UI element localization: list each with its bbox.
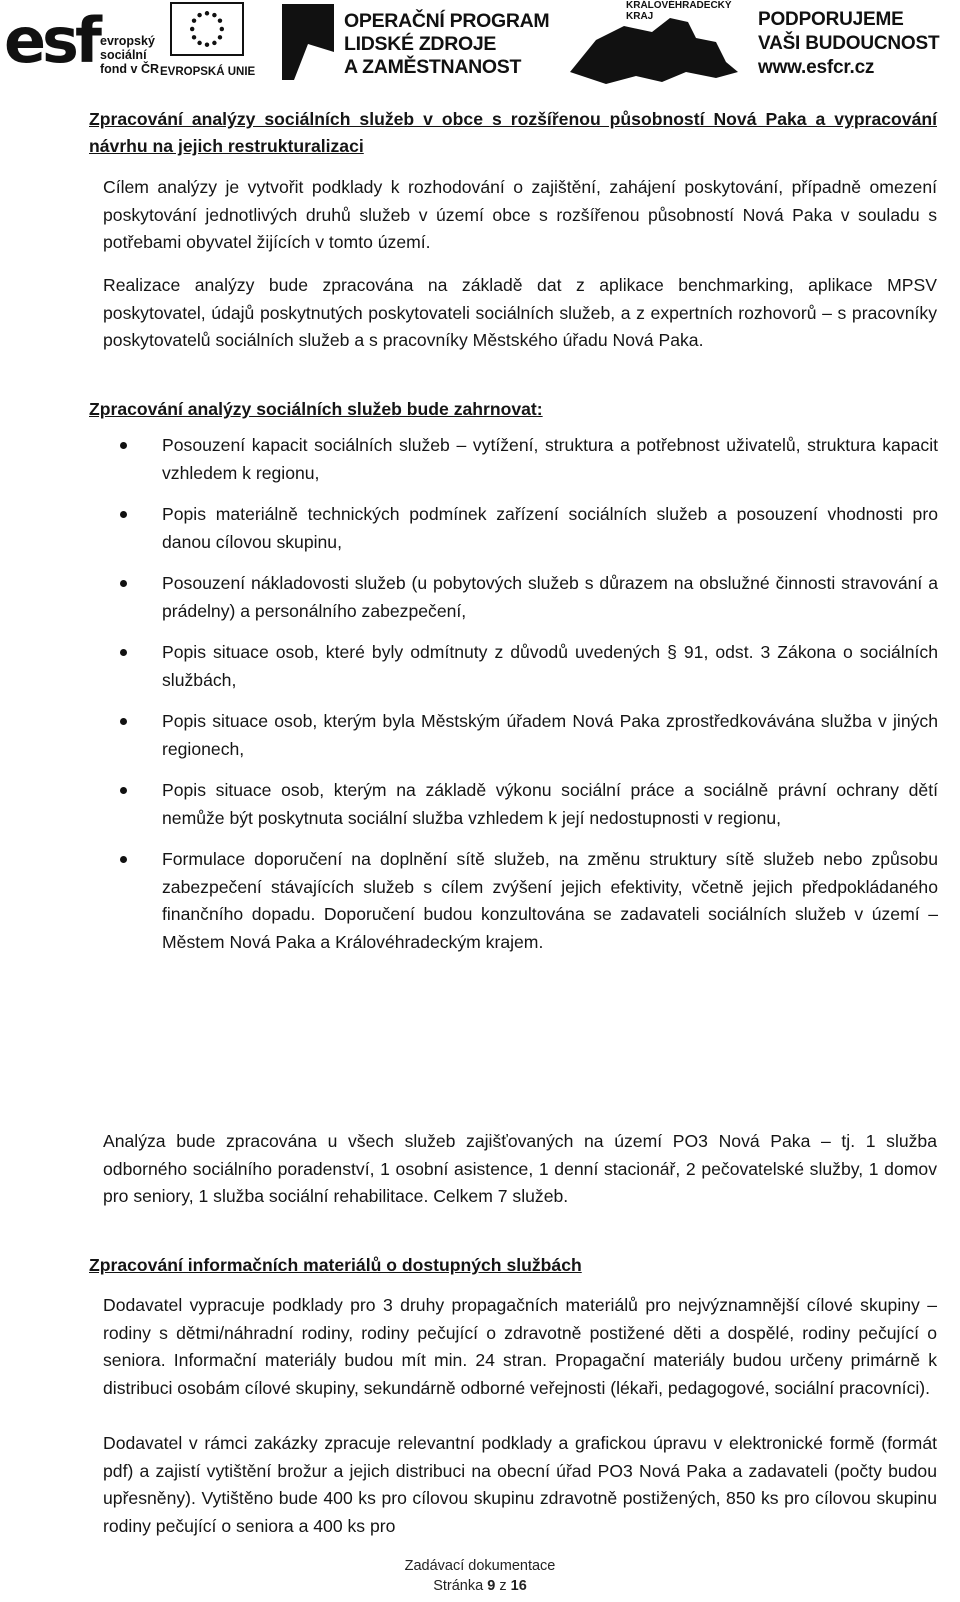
page-total: 16 xyxy=(510,1578,527,1594)
eu-label: EVROPSKÁ UNIE xyxy=(160,66,256,78)
podpor-url: www.esfcr.cz xyxy=(758,57,875,78)
bullet-icon xyxy=(120,511,127,518)
list-item xyxy=(118,846,938,956)
page-label: Stránka xyxy=(433,1578,484,1594)
podporujeme-logo xyxy=(758,8,939,80)
scope-list xyxy=(118,432,938,970)
esf-line-2: sociální xyxy=(100,48,147,62)
kraj-logo xyxy=(566,0,746,88)
page-header xyxy=(0,0,960,88)
paragraph-materials: Dodavatel vypracuje podklady pro 3 druhy propagačních materiálů pro nejvýznamnější cílové skupiny – rodiny s dětmi/náhradní rodiny, rodiny pečující o zdravotně postižené děti a dospělé, rodiny pečující o seniora. Informační materiály budou mít min. 24 stran. Propagační materiály budou určeny primárně k distribuci osobám cílové skupiny, sekundárně odborné veřejnosti (lékaři, pedagogové, sociální pracovníci). xyxy=(103,1295,937,1398)
podpor-line-1: PODPORUJEME xyxy=(758,9,904,30)
eu-logo xyxy=(160,2,262,82)
list-item-text: Popis materiálně technických podmínek zařízení sociálních služeb a posouzení vhodnosti pro danou cílovou skupinu, xyxy=(162,504,938,552)
list-item-text: Popis situace osob, kterým na základě výkonu sociální práce a sociálně právní ochrany dětí nemůže být poskytnuta sociální služba vzhledem k její nedostupnosti v regionu, xyxy=(162,780,938,828)
page-separator: z xyxy=(499,1578,507,1594)
bullet-icon xyxy=(120,580,127,587)
op-line-3: A ZAMĚSTNANOST xyxy=(344,56,522,78)
paragraph-realization: Realizace analýzy bude zpracována na základě dat z aplikace benchmarking, aplikace MPSV poskytovatel, údajů poskytnutých poskytovateli sociálních služeb, a z expertních rozhovorů – s pracovníky poskytovatelů sociálních služeb a s pracovníky Městského úřadu Nová Paka. xyxy=(103,275,937,350)
op-line-2: LIDSKÉ ZDROJE xyxy=(344,33,497,55)
list-item xyxy=(118,708,938,763)
page-number xyxy=(0,1576,960,1596)
esf-logo xyxy=(4,4,164,82)
op-line-1: OPERAČNÍ PROGRAM xyxy=(344,10,550,32)
flag-shape-icon xyxy=(282,4,334,80)
paragraph-goal: Cílem analýzy je vytvořit podklady k rozhodování o zajištění, zahájení poskytování, případně omezení poskytování jednotlivých druhů služeb v území obce s rozšířenou působností Nová Paka v souladu s potřebami obyvatel žijících v tomto území. xyxy=(103,177,937,252)
bullet-icon xyxy=(120,856,127,863)
list-item xyxy=(118,777,938,832)
op-lzz-logo xyxy=(282,4,562,84)
podpor-line-2: VAŠI BUDOUCNOST xyxy=(758,33,940,54)
list-item-text: Posouzení kapacit sociálních služeb – vytížení, struktura a potřebnost uživatelů, struktura kapacit vzhledem k regionu, xyxy=(162,435,938,483)
kraj-line-2: KRAJ xyxy=(626,11,654,22)
esf-line-1: evropský xyxy=(100,34,155,48)
esf-logo-text: esf xyxy=(4,4,98,77)
list-item-text: Posouzení nákladovosti služeb (u pobytových služeb s důrazem na obslužné činnosti stravování a prádelny) a personálního zabezpečení, xyxy=(162,573,938,621)
list-item xyxy=(118,639,938,694)
page-current: 9 xyxy=(487,1578,496,1594)
list-item-text: Formulace doporučení na doplnění sítě služeb, na změnu struktury sítě služeb nebo způsobu zabezpečení stávajících služeb s cílem zvýšení jejich efektivity, včetně jejich předpokládaného finančního dopadu. Doporučení budou konzultována se zadavateli sociálních služeb v území – Městem Nová Paka a Královéhradeckým krajem. xyxy=(162,849,938,952)
list-item xyxy=(118,501,938,556)
kraj-line-1: KRÁLOVÉHRADECKÝ xyxy=(626,0,732,11)
section-heading-scope: Zpracování analýzy sociálních služeb bude zahrnovat: xyxy=(89,399,543,419)
section-heading-analysis: Zpracování analýzy sociálních služeb v obce s rozšířenou působností Nová Paka a vypracování návrhu na jejich restrukturalizaci xyxy=(89,109,937,156)
bullet-icon xyxy=(120,649,127,656)
op-lzz-text xyxy=(344,10,549,79)
bullet-icon xyxy=(120,718,127,725)
section-heading-materials: Zpracování informačních materiálů o dostupných službách xyxy=(89,1255,582,1275)
eu-flag-icon xyxy=(170,2,244,56)
footer-doc-title: Zadávací dokumentace xyxy=(404,1558,556,1574)
esf-line-3: fond v ČR xyxy=(100,62,160,76)
paragraph-services-summary: Analýza bude zpracována u všech služeb zajišťovaných na území PO3 Nová Paka – tj. 1 služba odborného sociálního poradenství, 1 osobní asistence, 1 denní stacionář, 2 pečovatelské služby, 1 domov pro seniory, 1 služba sociální rehabilitace. Celkem 7 služeb. xyxy=(103,1131,937,1206)
list-item xyxy=(118,570,938,625)
esf-logo-subtitle xyxy=(100,34,159,76)
list-item-text: Popis situace osob, které byly odmítnuty z důvodů uvedených § 91, odst. 3 Zákona o sociálních službách, xyxy=(162,642,938,690)
bullet-icon xyxy=(120,442,127,449)
list-item-text: Popis situace osob, kterým byla Městským úřadem Nová Paka zprostředkovávána služba v jiných regionech, xyxy=(162,711,938,759)
list-item xyxy=(118,432,938,487)
paragraph-distribution: Dodavatel v rámci zakázky zpracuje relevantní podklady a grafickou úpravu v elektronické formě (formát pdf) a zajistí vytištění brožur a jejich distribuci na obecní úřad PO3 Nová Paka a zadavateli (počty budou upřesněny). Vytištěno bude 400 ks pro cílovou skupinu zdravotně postižených, 850 ks pro cílovou skupinu rodiny pečující o seniora a 400 ks pro xyxy=(103,1433,937,1536)
bullet-icon xyxy=(120,787,127,794)
region-map-icon xyxy=(566,12,746,88)
page-footer xyxy=(0,1556,960,1596)
